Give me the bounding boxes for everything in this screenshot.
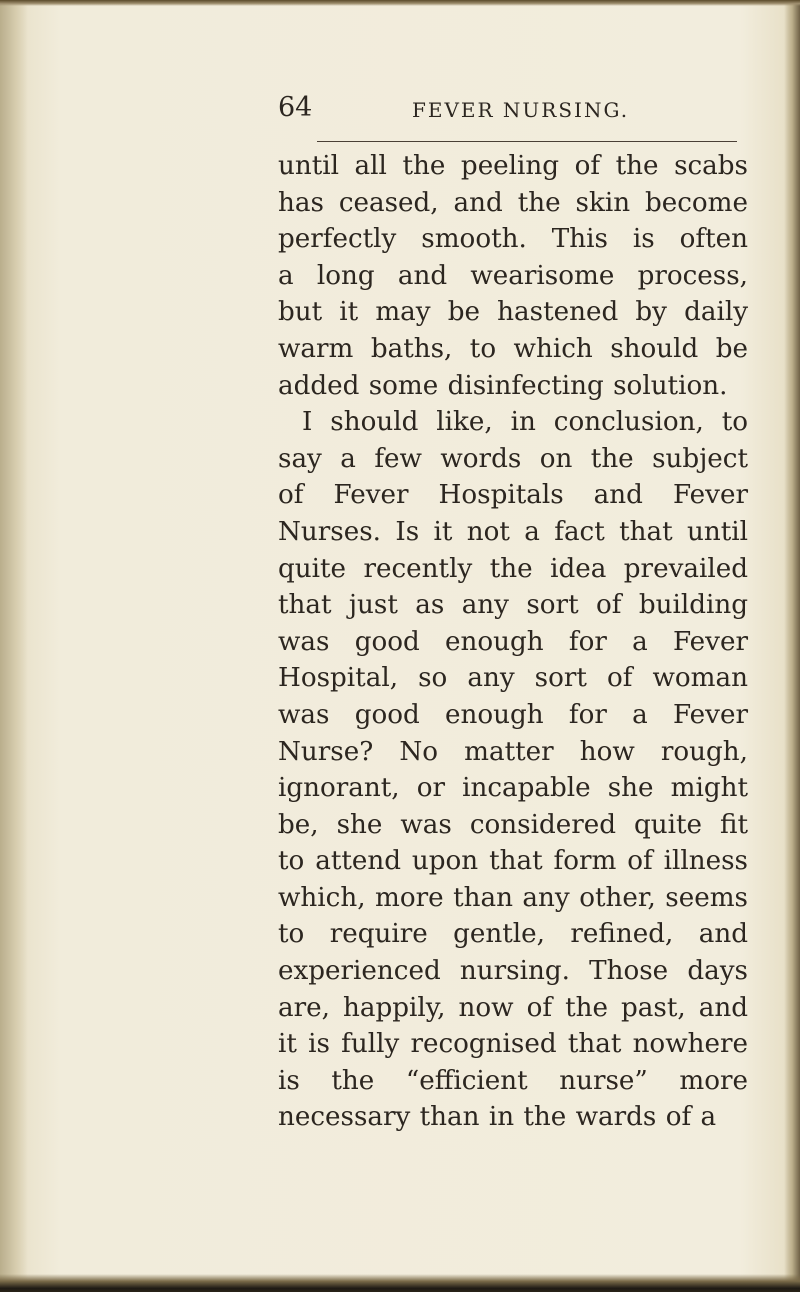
text-line: of Fever Hospitals and Fever — [278, 480, 748, 511]
page-number: 64 — [278, 92, 313, 123]
text-line: to attend upon that form of illness — [278, 846, 748, 877]
text-line: say a few words on the subject — [278, 443, 748, 474]
text-line: was good enough for a Fever — [278, 626, 748, 657]
text-line: it is fully recognised that nowhere — [278, 1029, 748, 1060]
text-line: but it may be hastened by daily — [278, 297, 748, 328]
text-line: to require gentle, refined, and — [278, 919, 748, 950]
text-line: has ceased, and the skin become — [278, 187, 748, 218]
text-line: Nurse? No matter how rough, — [278, 736, 748, 767]
text-line: quite recently the idea prevailed — [278, 553, 748, 584]
text-line: ignorant, or incapable she might — [278, 773, 748, 804]
page-edge-bottom — [0, 1274, 800, 1292]
page-edge-right — [784, 0, 800, 1292]
page-edge-top — [0, 0, 800, 6]
body-text — [278, 148, 748, 1136]
text-line: was good enough for a Fever — [278, 699, 748, 730]
text-line: perfectly smooth. This is often — [278, 224, 748, 255]
text-line: is the “efficient nurse” more — [278, 1065, 748, 1096]
text-line: necessary than in the wards of a — [278, 1102, 717, 1133]
text-line: until all the peeling of the scabs — [278, 151, 748, 181]
text-line: are, happily, now of the past, and — [278, 992, 748, 1023]
text-line: be, she was considered quite fit — [278, 809, 748, 840]
running-head — [0, 90, 800, 140]
text-line: a long and wearisome process, — [278, 260, 748, 291]
text-line: Hospital, so any sort of woman — [278, 663, 748, 694]
text-line: Nurses. Is it not a fact that until — [278, 516, 748, 547]
text-line: warm baths, to which should be — [278, 333, 748, 364]
text-line: that just as any sort of building — [278, 590, 748, 621]
text-line: I should like, in conclusion, to — [302, 407, 748, 438]
book-gutter-left — [0, 0, 28, 1292]
text-line: which, more than any other, seems — [278, 882, 748, 913]
text-line: experienced nursing. Those days — [278, 956, 748, 987]
running-title: FEVER NURSING. — [412, 98, 630, 122]
header-rule — [317, 141, 737, 142]
text-line: added some disinfecting solution. — [278, 370, 728, 401]
